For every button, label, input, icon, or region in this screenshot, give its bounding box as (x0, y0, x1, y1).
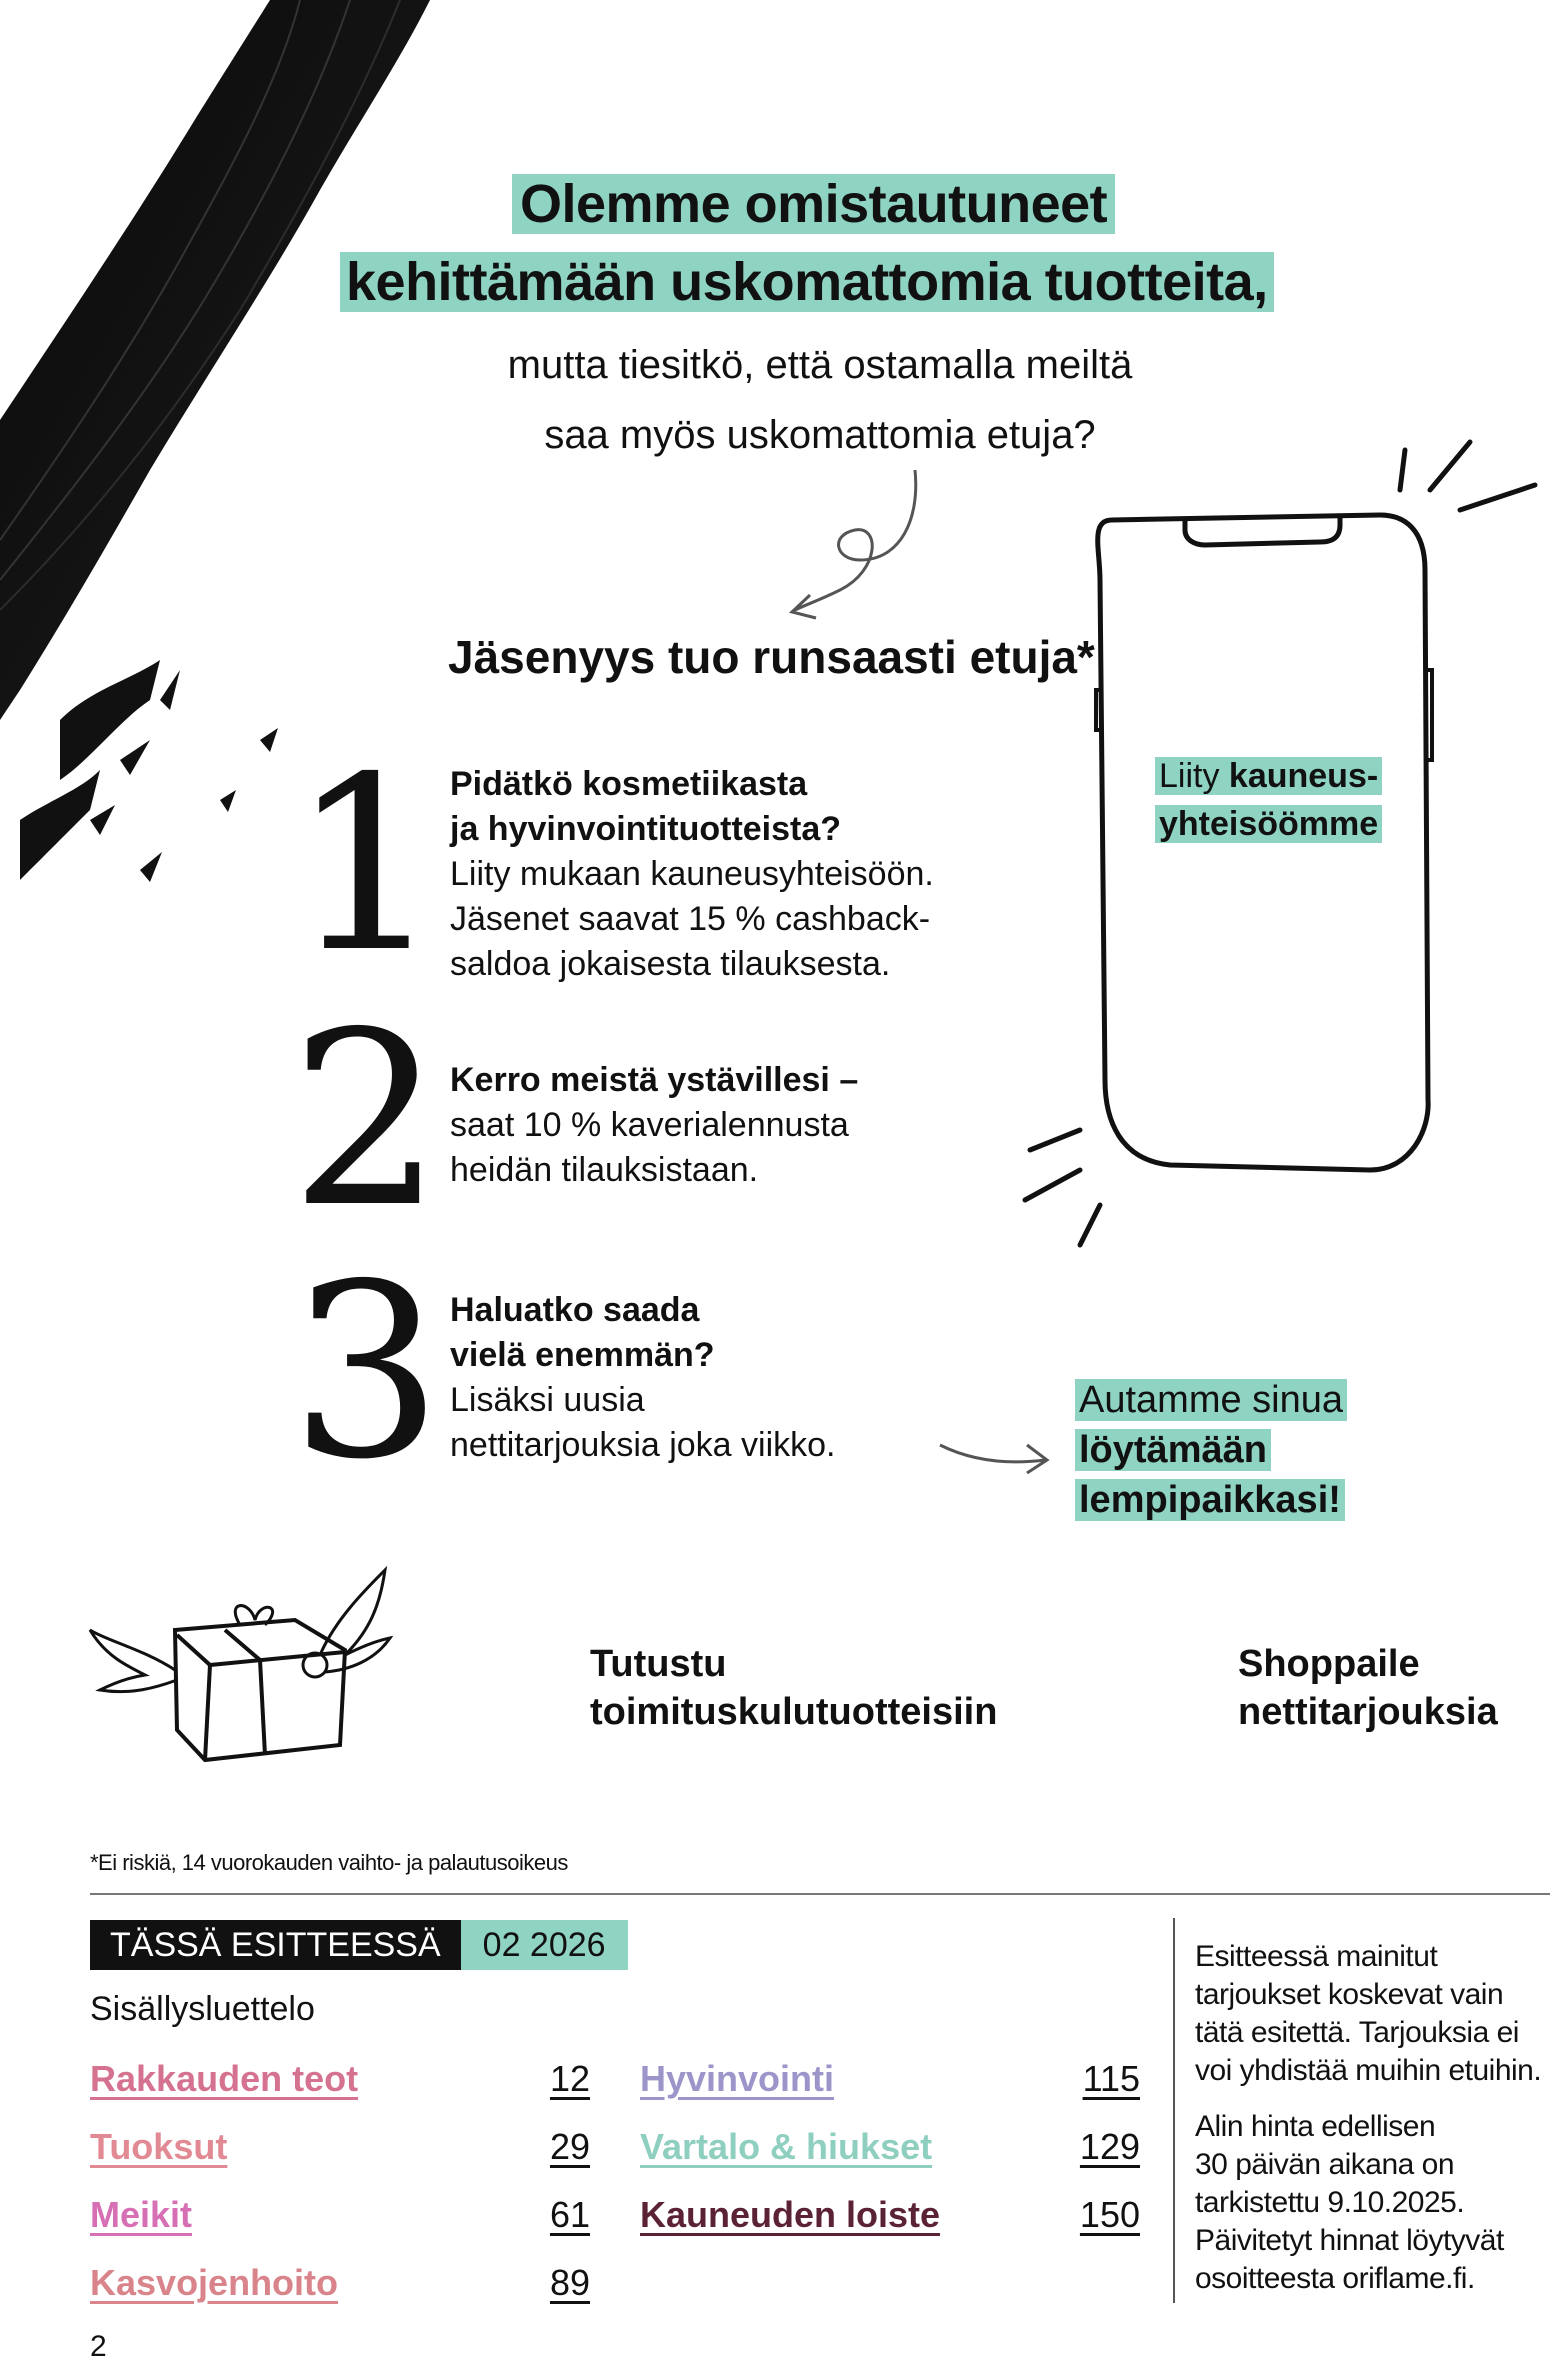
toc-item[interactable] (90, 2262, 590, 2330)
toc-item-label[interactable]: Hyvinvointi (640, 2058, 835, 2099)
toc-item-page[interactable]: 29 (549, 2126, 590, 2167)
toc-item-label[interactable]: Rakkauden teot (90, 2058, 359, 2099)
toc-item[interactable] (90, 2194, 590, 2262)
benefit-1: Pidätkö kosmetiikasta ja hyvinvointituotteista? Liity mukaan kauneusyhteisöön. Jäsenet saavat 15 % cashback- saldoa jokaisesta tilauksesta. (450, 765, 934, 983)
benefit-number-3: 3 (290, 1232, 443, 1512)
benefit-2: Kerro meistä ystävillesi – saat 10 % kaverialennusta heidän tilauksistaan. (450, 1061, 859, 1189)
flying-gift-icon (85, 1560, 395, 1770)
toc-item-page[interactable]: 129 (1079, 2126, 1140, 2167)
hero-headline-line2: kehittämään uskomattomia tuotteita, (340, 244, 1274, 320)
delivery-products-link[interactable]: Tutustu toimituskulutuotteisiin (590, 1643, 998, 1733)
toc-item-label[interactable]: Kauneuden loiste (640, 2194, 941, 2235)
toc-item-label[interactable]: Vartalo & hiukset (640, 2126, 933, 2167)
toc-item-page[interactable]: 115 (1082, 2058, 1140, 2099)
benefit-number-2: 2 (290, 980, 443, 1260)
curly-arrow-icon (780, 460, 930, 630)
toc-badge: TÄSSÄ ESITTEESSÄ (90, 1920, 461, 1970)
footnote: *Ei riskiä, 14 vuorokauden vaihto- ja palautusoikeus (90, 1850, 568, 1875)
hero-headline-line1: Olemme omistautuneet (512, 166, 1115, 242)
toc-item-label[interactable]: Meikit (90, 2194, 193, 2235)
shop-offers-link[interactable]: Shoppaile nettitarjouksia (1238, 1643, 1498, 1733)
toc-item-page[interactable]: 61 (549, 2194, 590, 2235)
benefit-number-1: 1 (290, 725, 443, 1005)
toc-item[interactable] (640, 2058, 1140, 2126)
toc-item-page[interactable]: 12 (549, 2058, 590, 2099)
divider (90, 1893, 1550, 1895)
toc-item[interactable] (90, 2058, 590, 2126)
phone-label: Liity kauneus- yhteisöömme (1155, 752, 1382, 848)
benefits-heading: Jäsenyys tuo runsaasti etuja* (448, 631, 1095, 683)
toc-issue: 02 2026 (461, 1920, 628, 1970)
toc-item[interactable] (640, 2194, 1140, 2262)
toc-right-column (640, 2058, 1140, 2262)
hero-subtitle: mutta tiesitkö, että ostamalla meiltä saa myös uskomattomia etuja? (440, 330, 1200, 470)
toc-item-label[interactable]: Tuoksut (90, 2126, 228, 2167)
side-note: Esitteessä mainitut tarjoukset koskevat vain tätä esitettä. Tarjouksia ei voi yhdistää muihin etuihin. Alin hinta edellisen 30 päivän aikana on tarkistettu 9.10.2025. Päivitetyt hinnat löytyvät osoitteesta oriflame.fi. (1195, 1940, 1542, 2295)
toc-left-column (90, 2058, 590, 2330)
toc-item-label[interactable]: Kasvojenhoito (90, 2262, 339, 2303)
toc-item-page[interactable]: 150 (1079, 2194, 1140, 2235)
callout: Autamme sinua löytämään lempipaikkasi! (1075, 1375, 1347, 1525)
toc-header (90, 1920, 628, 1970)
benefit-3: Haluatko saada vielä enemmän? Lisäksi uusia nettitarjouksia joka viikko. (450, 1291, 836, 1464)
toc-item[interactable] (640, 2126, 1140, 2194)
page-number: 2 (90, 2330, 107, 2363)
toc-item[interactable] (90, 2126, 590, 2194)
column-divider (1173, 1918, 1175, 2303)
toc-title: Sisällysluettelo (90, 1990, 315, 2028)
arrow-right-icon (935, 1425, 1055, 1485)
toc-item-page[interactable]: 89 (549, 2262, 590, 2303)
